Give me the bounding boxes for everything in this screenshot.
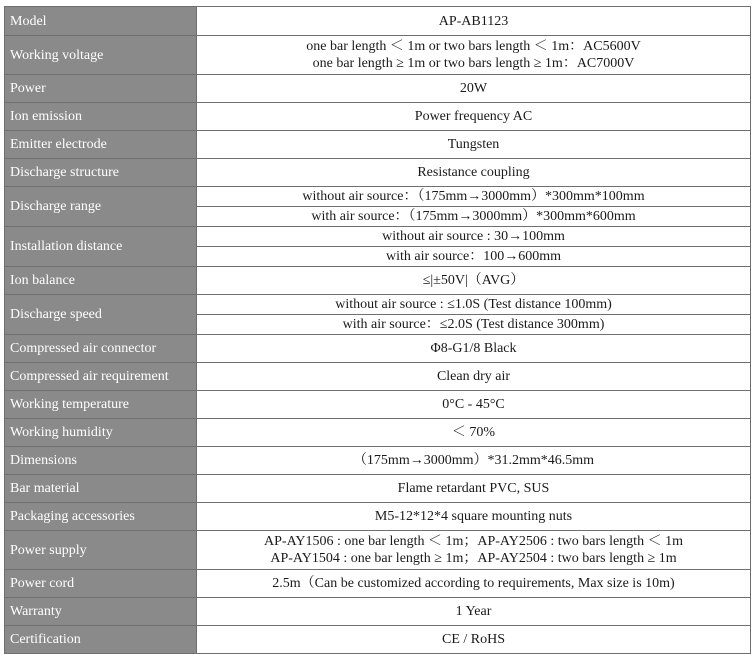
spec-label: Compressed air requirement: [5, 363, 197, 391]
spec-row-power-supply: [5, 531, 751, 570]
spec-label: Installation distance: [5, 227, 197, 267]
spec-value: [197, 187, 751, 227]
spec-value: [197, 227, 751, 267]
spec-value: M5-12*12*4 square mounting nuts: [197, 503, 751, 531]
spec-label: Ion emission: [5, 103, 197, 131]
spec-value: Power frequency AC: [197, 103, 751, 131]
spec-table: [4, 6, 751, 654]
spec-label: Dimensions: [5, 447, 197, 475]
spec-label: Working humidity: [5, 419, 197, 447]
spec-value-subrow: without air source：（175mm→3000mm）*300mm*100mm: [302, 189, 645, 204]
spec-label: Warranty: [5, 598, 197, 626]
spec-row-installation-distance: [5, 227, 751, 267]
spec-label: Discharge range: [5, 187, 197, 227]
spec-row-ion-emission: [5, 103, 751, 131]
spec-label: Power cord: [5, 570, 197, 598]
spec-value-line: one bar length ≥ 1m or two bars length ≥ 1m：AC7000V: [312, 56, 635, 71]
spec-label: Bar material: [5, 475, 197, 503]
spec-value-subrow: without air source : 30→100mm: [382, 229, 565, 244]
spec-label: Power supply: [5, 531, 197, 570]
spec-row-bar-material: [5, 475, 751, 503]
spec-value: 20W: [197, 75, 751, 103]
spec-value: [197, 295, 751, 335]
spec-row-packaging-accessories: [5, 503, 751, 531]
spec-row-working-humidity: [5, 419, 751, 447]
spec-row-working-voltage: [5, 36, 751, 75]
spec-label: Working temperature: [5, 391, 197, 419]
spec-value-line: one bar length ＜ 1m or two bars length ＜ 1m：AC5600V: [306, 39, 641, 54]
spec-value-subrow: with air source：（175mm→3000mm）*300mm*600mm: [197, 206, 750, 226]
spec-value: CE / RoHS: [197, 626, 751, 654]
spec-label: Compressed air connector: [5, 335, 197, 363]
spec-row-power: [5, 75, 751, 103]
spec-row-warranty: [5, 598, 751, 626]
spec-value-subrow: without air source : ≤1.0S (Test distance 100mm): [335, 297, 612, 312]
spec-value: ≤|±50V|（AVG）: [197, 267, 751, 295]
spec-label: Packaging accessories: [5, 503, 197, 531]
spec-row-working-temperature: [5, 391, 751, 419]
spec-row-compressed-air-requirement: [5, 363, 751, 391]
spec-value: AP-AB1123: [197, 7, 751, 36]
spec-row-dimensions: [5, 447, 751, 475]
spec-row-model: [5, 7, 751, 36]
spec-label: Model: [5, 7, 197, 36]
spec-row-compressed-air-connector: [5, 335, 751, 363]
spec-row-power-cord: [5, 570, 751, 598]
spec-label: Working voltage: [5, 36, 197, 75]
spec-value-line: AP-AY1506 : one bar length ＜ 1m；AP-AY2506 : two bars length ＜ 1m: [264, 534, 683, 549]
spec-label: Discharge structure: [5, 159, 197, 187]
spec-label: Power: [5, 75, 197, 103]
spec-label: Discharge speed: [5, 295, 197, 335]
spec-value: 2.5m（Can be customized according to requirements, Max size is 10m): [197, 570, 751, 598]
spec-value: Tungsten: [197, 131, 751, 159]
spec-value: 1 Year: [197, 598, 751, 626]
spec-value: Flame retardant PVC, SUS: [197, 475, 751, 503]
spec-row-discharge-speed: [5, 295, 751, 335]
spec-value: ＜ 70%: [197, 419, 751, 447]
spec-value: [197, 36, 751, 75]
spec-label: Emitter electrode: [5, 131, 197, 159]
spec-row-ion-balance: [5, 267, 751, 295]
spec-value-line: AP-AY1504 : one bar length ≥ 1m；AP-AY2504 : two bars length ≥ 1m: [270, 551, 677, 566]
spec-label: Certification: [5, 626, 197, 654]
spec-value: 0°C - 45°C: [197, 391, 751, 419]
spec-row-emitter-electrode: [5, 131, 751, 159]
spec-value: （175mm→3000mm）*31.2mm*46.5mm: [197, 447, 751, 475]
spec-value-subrow: with air source：100→600mm: [197, 246, 750, 266]
spec-value: Φ8-G1/8 Black: [197, 335, 751, 363]
spec-value: Clean dry air: [197, 363, 751, 391]
spec-value-subrow: with air source：≤2.0S (Test distance 300mm): [197, 314, 750, 334]
spec-label: Ion balance: [5, 267, 197, 295]
spec-value: Resistance coupling: [197, 159, 751, 187]
spec-value: [197, 531, 751, 570]
spec-row-discharge-range: [5, 187, 751, 227]
spec-row-discharge-structure: [5, 159, 751, 187]
